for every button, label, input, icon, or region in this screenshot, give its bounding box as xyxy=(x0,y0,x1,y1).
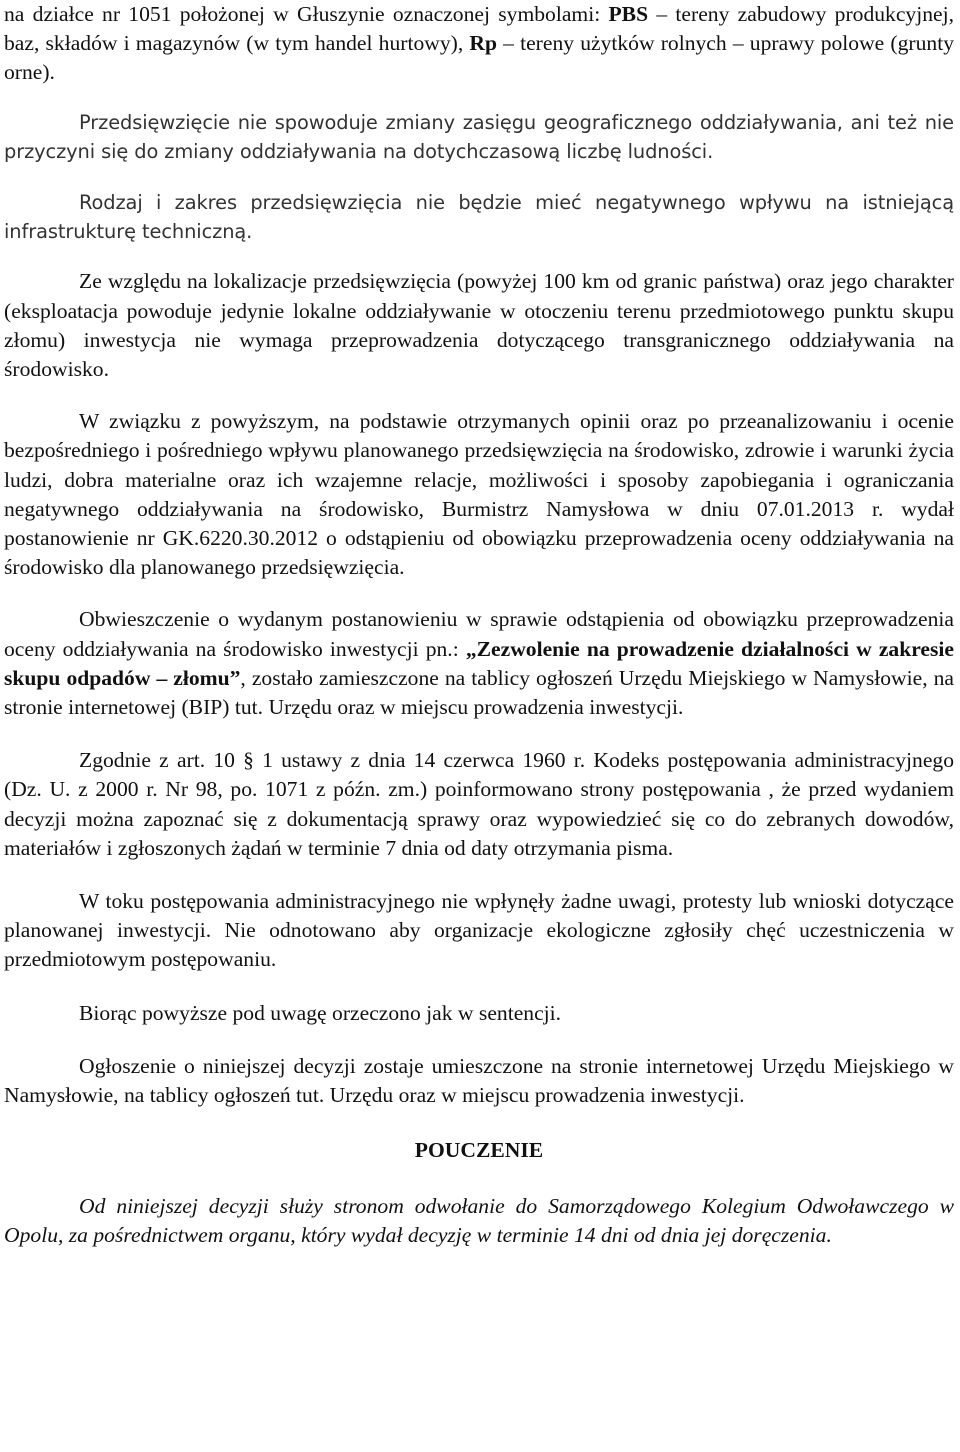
zoning-symbol-rp: Rp xyxy=(469,31,497,56)
zoning-symbol-pbs: PBS xyxy=(608,2,649,26)
paragraph-appeal-notice: Od niniejszej decyzji służy stronom odwołanie do Samorządowego Kolegium Odwoławczego w Opolu, za pośrednictwem organu, który wydał decyzję w terminie 14 dni od dnia jej doręczenia. xyxy=(4,1193,954,1247)
document-page xyxy=(4,0,954,1250)
investment-name: „Zezwolenie na prowadzenie działalności w zakresie skupu odpadów – złomu” xyxy=(4,636,954,690)
zoning-text-2: – tereny zabudowy produkcyjnej, baz, składów i magazynów (w tym handel hurtowy), xyxy=(4,2,954,56)
paragraph-no-objections: W toku postępowania administracyjnego nie wpłynęły żadne uwagi, protesty lub wnioski dotyczące planowanej inwestycji. Nie odnotowano aby organizacje ekologiczne zgłosiły chęć uczestniczenia w przedmiotowym postępowaniu. xyxy=(4,889,954,972)
announcement-text-2: , zostało zamieszczone na tablicy ogłoszeń Urzędu Miejskiego w Namysłowie, na stronie internetowej (BIP) tut. Urzędu oraz w miejscu prowadzenia inwestycji. xyxy=(4,665,954,720)
paragraph-legal-basis: Zgodnie z art. 10 § 1 ustawy z dnia 14 czerwca 1960 r. Kodeks postępowania administracyjnego (Dz. U. z 2000 r. Nr 98, po. 1071 z późn. zm.) poinformowano strony postępowania , że przed wydaniem decyzji można zapoznać się z dokumentacją sprawy oraz wypowiedzieć się co do zebranych dowodów, materiałów i zgłoszonych żądań w terminie 7 dnia od daty otrzymania pisma. xyxy=(4,748,954,860)
paragraph-infrastructure: Rodzaj i zakres przedsięwzięcia nie będzie mieć negatywnego wpływu na istniejącą infrastrukturę techniczną. xyxy=(4,191,954,244)
paragraph-zoning xyxy=(4,0,954,88)
section-heading-pouczenie: POUCZENIE xyxy=(414,1138,544,1163)
announcement-text-1: Obwieszczenie o wydanym postanowieniu w sprawie odstąpienia od obowiązku przeprowadzenia oceny oddziaływania na środowisko inwestycji pn.: xyxy=(4,607,954,661)
zoning-text-1: na działce nr 1051 położonej w Głuszynie oznaczonej symbolami: xyxy=(4,2,609,26)
zoning-text-3: – tereny użytków rolnych – uprawy polowe (grunty orne). xyxy=(4,31,954,85)
paragraph-ruling: Biorąc powyższe pod uwagę orzeczono jak w sentencji. xyxy=(79,1000,562,1025)
paragraph-geographic-range: Przedsięwzięcie nie spowoduje zmiany zasięgu geograficznego oddziaływania, ani też nie przyczyni się do zmiany oddziaływania na dotychczasową liczbę ludności. xyxy=(4,110,954,163)
paragraph-transboundary: Ze względu na lokalizacje przedsięwzięcia (powyżej 100 km od granic państwa) oraz jego charakter (eksploatacja powoduje jedynie lokalne oddziaływanie w otoczeniu terenu przedmiotowego punktu skupu złomu) inwestycja nie wymaga przeprowadzenia dotyczącego transgranicznego oddziaływania na środowisko. xyxy=(4,269,954,382)
paragraph-decision-summary: W związku z powyższym, na podstawie otrzymanych opinii oraz po przeanalizowaniu i ocenie bezpośredniego i pośredniego wpływu planowanego przedsięwzięcia na środowisko, zdrowie i warunki życia ludzi, dobra materialne oraz ich wzajemne relacje, możliwości i sposoby zapobiegania i ograniczania negatywnego oddziaływania na środowisko, Burmistrz Namysłowa w dniu 07.01.2013 r. wydał postanowienie nr GK.6220.30.2012 o odstąpieniu od obowiązku przeprowadzenia oceny oddziaływania na środowisko dla planowanego przedsięwzięcia. xyxy=(4,409,954,580)
paragraph-announcement xyxy=(4,605,954,722)
paragraph-publication: Ogłoszenie o niniejszej decyzji zostaje umieszczone na stronie internetowej Urzędu Miejskiego w Namysłowie, na tablicy ogłoszeń tut. Urzędu oraz w miejscu prowadzenia inwestycji. xyxy=(4,1053,954,1108)
